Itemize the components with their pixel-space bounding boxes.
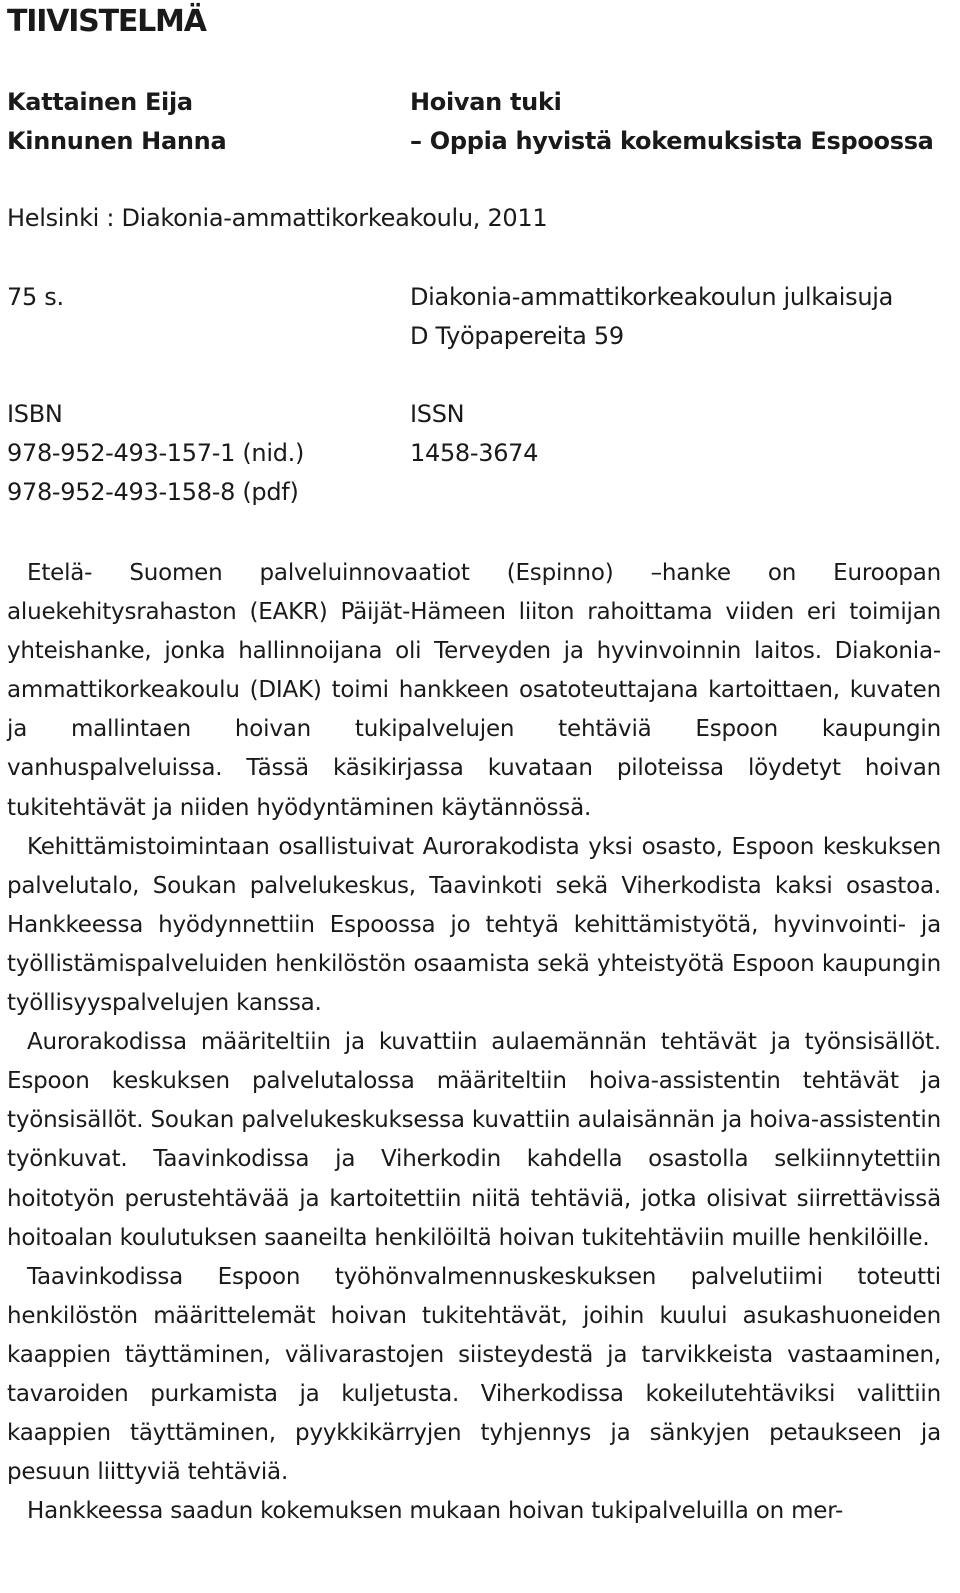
abstract-paragraph: Hankkeessa saadun kokemuksen mukaan hoivan tukipalveluilla on mer- <box>27 1498 844 1525</box>
series <box>410 278 893 356</box>
issn-label: ISSN <box>410 400 465 428</box>
page-title: TIIVISTELMÄ <box>7 4 206 39</box>
abstract-paragraph: Kehittämistoimintaan osallistuivat Aurorakodista yksi osasto, Espoon keskuksen palvelutalo, Soukan palvelukeskus, Taavinkoti sekä Viherkodista kaksi osastoa. Hankkeessa hyödynnettiin Espoossa jo tehtyä kehittämistyötä, hyvinvointi- ja työllistämispalveluiden henkilöstön osaamista sekä yhteistyötä Espoon kaupungin työllisyyspalvelujen kanssa. <box>7 833 941 1017</box>
authors <box>7 83 226 161</box>
isbn-print: 978-952-493-157-1 (nid.) <box>7 439 305 467</box>
issn <box>410 395 538 473</box>
abstract-paragraph: Aurorakodissa määriteltiin ja kuvattiin aulaemännän tehtävät ja työnsisällöt. Espoon keskuksen palvelutalossa määriteltiin hoiva-assistentin tehtävät ja työnsisällöt. Soukan palvelukeskuksessa kuvattiin aulaisännän ja hoiva-assistentin työnkuvat. Taavinkodissa ja Viherkodin kahdella osastolla selkiinnytettiin hoitotyön perustehtävää ja kartoitettiin niitä tehtäviä, jotka olisivat siirrettävissä hoitoalan koulutuksen saaneilta henkilöiltä hoivan tukitehtäviin muille henkilöille. <box>7 1029 941 1251</box>
isbn <box>7 395 304 512</box>
abstract-paragraph: Taavinkodissa Espoon työhönvalmennuskeskuksen palvelutiimi toteutti henkilöstön määrittelemät hoivan tukitehtävät, joihin kuului asukashuoneiden kaappien täyttäminen, välivarastojen siisteydestä ja tarvikkeista vastaaminen, tavaroiden purkamista ja kuljetusta. Viherkodissa kokeilutehtäviksi valittiin kaappien täyttäminen, pyykkikärryjen tyhjennys ja sänkyjen petaukseen ja pesuun liittyviä tehtäviä. <box>7 1263 941 1486</box>
author-name: Kattainen Eija <box>7 88 193 116</box>
publisher-line: Helsinki : Diakonia-ammattikorkeakoulu, 2011 <box>7 204 548 232</box>
publication-title <box>410 83 934 161</box>
author-name: Kinnunen Hanna <box>7 127 227 155</box>
abstract-body <box>7 554 941 1531</box>
isbn-pdf: 978-952-493-158-8 (pdf) <box>7 478 299 506</box>
page-count-value: 75 s. <box>7 283 64 311</box>
isbn-label: ISBN <box>7 400 63 428</box>
title-main: Hoivan tuki <box>410 88 562 116</box>
series-name: Diakonia-ammattikorkeakoulun julkaisuja <box>410 283 894 311</box>
issn-value: 1458-3674 <box>410 439 539 467</box>
page-count <box>7 278 64 317</box>
abstract-paragraph: Etelä- Suomen palveluinnovaatiot (Espinno) –hanke on Euroopan aluekehitysrahaston (EAKR) Päijät-Hämeen liiton rahoittama viiden eri toimijan yhteishanke, jonka hallinnoijana oli Terveyden ja hyvinvoinnin laitos. Diakonia-ammattikorkeakoulu (DIAK) toimi hankkeen osatoteuttajana kartoittaen, kuvaten ja mallintaen hoivan tukipalvelujen tehtäviä Espoon kaupungin vanhuspalveluissa. Tässä käsikirjassa kuvataan piloteissa löydetyt hoivan tukitehtävät ja niiden hyödyntäminen käytännössä. <box>7 560 941 821</box>
title-subtitle: – Oppia hyvistä kokemuksista Espoossa <box>410 127 934 155</box>
series-number: D Työpapereita 59 <box>410 322 624 350</box>
